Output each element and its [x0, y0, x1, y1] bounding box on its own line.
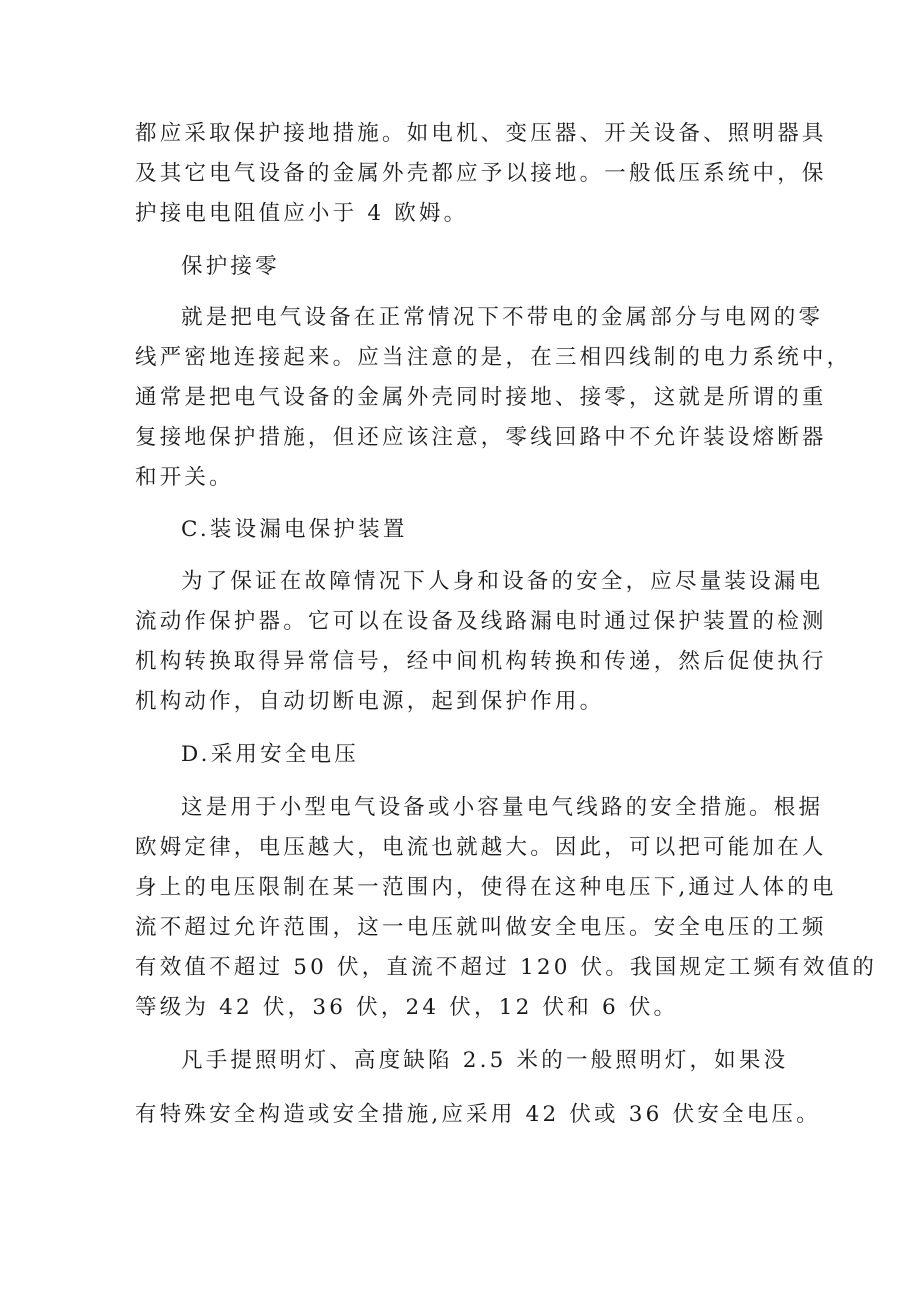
text-line: 等级为 42 伏，36 伏，24 伏，12 伏和 6 伏。	[135, 995, 679, 1020]
text-line: 护接电电阻值应小于 4 欧姆。	[135, 201, 469, 226]
text-line: 流不超过允许范围，这一电压就叫做安全电压。安全电压的工频	[135, 915, 827, 940]
text-line: 身上的电压限制在某一范围内，使得在这种电压下,通过人体的电	[135, 875, 837, 900]
text-line: 有特殊安全构造或安全措施,应采用 42 伏或 36 伏安全电压。	[135, 1102, 821, 1127]
text-line: 机构转换取得异常信号，经中间机构转换和传递，然后促使执行	[135, 649, 827, 674]
text-line: 这是用于小型电气设备或小容量电气线路的安全措施。根据	[181, 795, 824, 820]
text-line: 欧姆定律，电压越大，电流也就越大。因此，可以把可能加在人	[135, 835, 827, 860]
text-line: 就是把电气设备在正常情况下不带电的金属部分与电网的零	[181, 305, 824, 330]
text-line: 都应采取保护接地措施。如电机、变压器、开关设备、照明器具	[135, 121, 827, 146]
section-heading: C.装设漏电保护装置	[181, 517, 408, 542]
section-heading: D.采用安全电压	[181, 742, 359, 767]
text-line: 通常是把电气设备的金属外壳同时接地、接零，这就是所谓的重	[135, 385, 827, 410]
text-line: 和开关。	[135, 465, 234, 490]
text-line: 机构动作，自动切断电源，起到保护作用。	[135, 689, 605, 714]
text-line: 有效值不超过 50 伏，直流不超过 120 伏。我国规定工频有效值的	[135, 955, 878, 980]
text-line: 复接地保护措施，但还应该注意，零线回路中不允许装设熔断器	[135, 425, 827, 450]
section-heading: 保护接零	[181, 254, 280, 279]
text-line: 为了保证在故障情况下人身和设备的安全，应尽量装设漏电	[181, 569, 824, 594]
text-line: 线严密地连接起来。应当注意的是，在三相四线制的电力系统中，	[135, 345, 852, 370]
text-line: 凡手提照明灯、高度缺陷 2.5 米的一般照明灯，如果没	[181, 1048, 789, 1073]
text-line: 流动作保护器。它可以在设备及线路漏电时通过保护装置的检测	[135, 609, 827, 634]
text-line: 及其它电气设备的金属外壳都应予以接地。一般低压系统中，保	[135, 161, 827, 186]
